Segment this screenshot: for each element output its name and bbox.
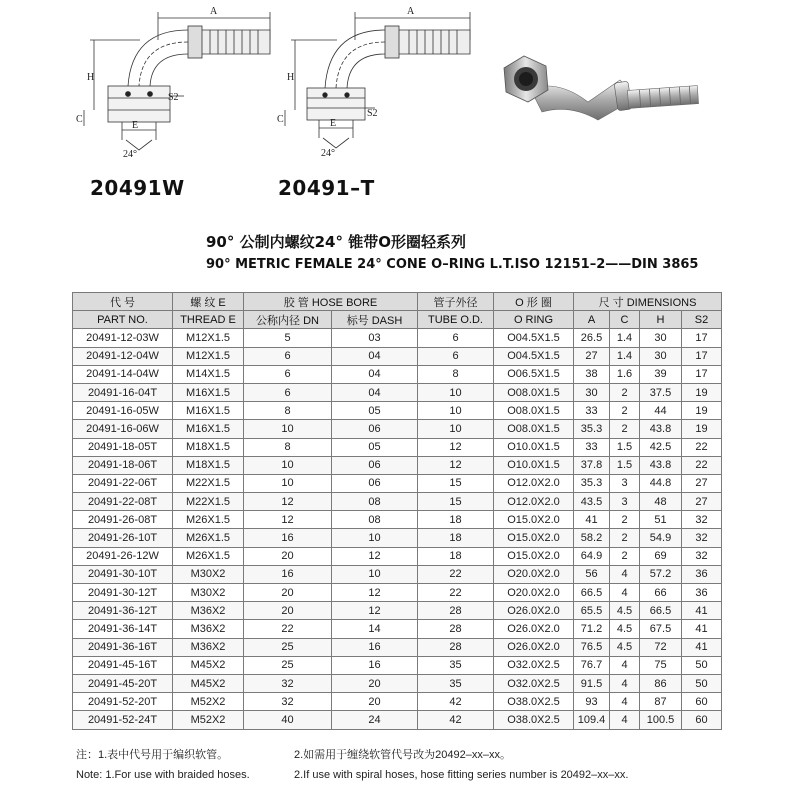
a-cell: 41 [574, 511, 610, 529]
note-cn-1: 注：1.表中代号用于编织软管。 [76, 749, 229, 761]
thread-cell: M12X1.5 [173, 347, 244, 365]
h-cell: 87 [640, 693, 682, 711]
a-cell: 27 [574, 347, 610, 365]
part-no-cell: 20491-36-16T [73, 638, 173, 656]
s2-cell: 41 [682, 638, 722, 656]
tube-od-cell: 10 [418, 402, 494, 420]
c-cell: 1.6 [610, 365, 640, 383]
table-row [73, 347, 722, 365]
tube-od-cell: 35 [418, 656, 494, 674]
header-dash: 标号 DASH [332, 311, 418, 329]
part-no-cell: 20491-14-04W [73, 365, 173, 383]
s2-cell: 17 [682, 329, 722, 347]
table-row [73, 602, 722, 620]
part-no-cell: 20491-16-04T [73, 383, 173, 401]
dim-s2-label: S2 [367, 108, 378, 119]
c-cell: 4.5 [610, 602, 640, 620]
a-cell: 93 [574, 693, 610, 711]
thread-cell: M16X1.5 [173, 420, 244, 438]
a-cell: 65.5 [574, 602, 610, 620]
c-cell: 1.5 [610, 456, 640, 474]
h-cell: 86 [640, 674, 682, 692]
a-cell: 38 [574, 365, 610, 383]
dash-cell: 08 [332, 493, 418, 511]
a-cell: 109.4 [574, 711, 610, 729]
dn-cell: 20 [244, 547, 332, 565]
thread-cell: M26X1.5 [173, 511, 244, 529]
dn-cell: 32 [244, 674, 332, 692]
dash-cell: 06 [332, 420, 418, 438]
h-cell: 69 [640, 547, 682, 565]
a-cell: 76.5 [574, 638, 610, 656]
dn-cell: 16 [244, 529, 332, 547]
h-cell: 30 [640, 329, 682, 347]
header-a: A [574, 311, 610, 329]
model-label-20491w: 20491W [90, 176, 185, 200]
part-no-cell: 20491-30-12T [73, 584, 173, 602]
h-cell: 39 [640, 365, 682, 383]
part-no-cell: 20491-26-10T [73, 529, 173, 547]
dash-cell: 05 [332, 438, 418, 456]
angle-label: 24° [321, 148, 335, 159]
dn-cell: 10 [244, 456, 332, 474]
s2-cell: 32 [682, 529, 722, 547]
tube-od-cell: 15 [418, 474, 494, 492]
header-thread-e: THREAD E [173, 311, 244, 329]
table-row [73, 711, 722, 729]
dash-cell: 16 [332, 656, 418, 674]
table-row [73, 529, 722, 547]
h-cell: 48 [640, 493, 682, 511]
table-row [73, 511, 722, 529]
h-cell: 100.5 [640, 711, 682, 729]
tube-od-cell: 18 [418, 511, 494, 529]
tube-od-cell: 35 [418, 674, 494, 692]
header-tube-od-en: TUBE O.D. [418, 311, 494, 329]
tube-od-cell: 28 [418, 620, 494, 638]
dn-cell: 25 [244, 638, 332, 656]
h-cell: 43.8 [640, 420, 682, 438]
s2-cell: 50 [682, 674, 722, 692]
dim-a-label: A [407, 6, 415, 17]
part-no-cell: 20491-45-16T [73, 656, 173, 674]
thread-cell: M22X1.5 [173, 493, 244, 511]
s2-cell: 27 [682, 474, 722, 492]
thread-cell: M16X1.5 [173, 383, 244, 401]
h-cell: 51 [640, 511, 682, 529]
header-thread: 螺 纹 E [173, 293, 244, 311]
c-cell: 2 [610, 547, 640, 565]
dash-cell: 24 [332, 711, 418, 729]
dash-cell: 12 [332, 547, 418, 565]
oring-cell: O38.0X2.5 [494, 711, 574, 729]
c-cell: 2 [610, 529, 640, 547]
tube-od-cell: 28 [418, 602, 494, 620]
table-row [73, 493, 722, 511]
dash-cell: 16 [332, 638, 418, 656]
a-cell: 26.5 [574, 329, 610, 347]
dim-c-label: C [76, 114, 83, 125]
oring-cell: O20.0X2.0 [494, 584, 574, 602]
dash-cell: 10 [332, 565, 418, 583]
c-cell: 2 [610, 420, 640, 438]
thread-cell: M52X2 [173, 711, 244, 729]
s2-cell: 32 [682, 511, 722, 529]
dn-cell: 22 [244, 620, 332, 638]
dn-cell: 20 [244, 602, 332, 620]
s2-cell: 17 [682, 347, 722, 365]
tube-od-cell: 18 [418, 529, 494, 547]
table-row [73, 693, 722, 711]
table-row [73, 402, 722, 420]
part-no-cell: 20491-18-05T [73, 438, 173, 456]
thread-cell: M45X2 [173, 674, 244, 692]
table-row [73, 365, 722, 383]
header-tube-od: 管子外径 [418, 293, 494, 311]
part-no-cell: 20491-30-10T [73, 565, 173, 583]
oring-cell: O15.0X2.0 [494, 511, 574, 529]
table-row [73, 547, 722, 565]
part-no-cell: 20491-16-05W [73, 402, 173, 420]
c-cell: 3 [610, 474, 640, 492]
dash-cell: 20 [332, 674, 418, 692]
thread-cell: M18X1.5 [173, 456, 244, 474]
oring-cell: O32.0X2.5 [494, 656, 574, 674]
c-cell: 2 [610, 383, 640, 401]
c-cell: 2 [610, 511, 640, 529]
part-no-cell: 20491-18-06T [73, 456, 173, 474]
part-no-cell: 20491-22-08T [73, 493, 173, 511]
tube-od-cell: 6 [418, 329, 494, 347]
h-cell: 66.5 [640, 602, 682, 620]
part-no-cell: 20491-52-20T [73, 693, 173, 711]
title-english: 90° METRIC FEMALE 24° CONE O–RING L.T.ISO 12151–2——DIN 3865 [206, 257, 699, 272]
dim-e-label: E [132, 120, 139, 131]
dash-cell: 03 [332, 329, 418, 347]
thread-cell: M36X2 [173, 620, 244, 638]
header-hose-bore: 胶 管 HOSE BORE [244, 293, 418, 311]
thread-cell: M36X2 [173, 602, 244, 620]
h-cell: 66 [640, 584, 682, 602]
c-cell: 2 [610, 402, 640, 420]
s2-cell: 50 [682, 656, 722, 674]
oring-cell: O08.0X1.5 [494, 383, 574, 401]
model-label-20491t: 20491–T [278, 176, 375, 200]
oring-cell: O04.5X1.5 [494, 329, 574, 347]
fitting-photo [490, 40, 710, 160]
dim-h-label: H [287, 72, 295, 83]
oring-cell: O20.0X2.0 [494, 565, 574, 583]
tube-od-cell: 42 [418, 711, 494, 729]
thread-cell: M36X2 [173, 638, 244, 656]
dash-cell: 04 [332, 383, 418, 401]
oring-cell: O26.0X2.0 [494, 620, 574, 638]
oring-cell: O06.5X1.5 [494, 365, 574, 383]
header-oring-en: O RING [494, 311, 574, 329]
part-no-cell: 20491-12-04W [73, 347, 173, 365]
tube-od-cell: 18 [418, 547, 494, 565]
table-row [73, 474, 722, 492]
dn-cell: 12 [244, 511, 332, 529]
oring-cell: O26.0X2.0 [494, 638, 574, 656]
dash-cell: 06 [332, 474, 418, 492]
part-no-cell: 20491-26-12W [73, 547, 173, 565]
a-cell: 76.7 [574, 656, 610, 674]
s2-cell: 60 [682, 693, 722, 711]
c-cell: 4 [610, 656, 640, 674]
a-cell: 37.8 [574, 456, 610, 474]
thread-cell: M26X1.5 [173, 547, 244, 565]
thread-cell: M14X1.5 [173, 365, 244, 383]
c-cell: 3 [610, 493, 640, 511]
oring-cell: O38.0X2.5 [494, 693, 574, 711]
dn-cell: 32 [244, 693, 332, 711]
table-row [73, 456, 722, 474]
tube-od-cell: 22 [418, 584, 494, 602]
oring-cell: O08.0X1.5 [494, 420, 574, 438]
dn-cell: 8 [244, 438, 332, 456]
oring-cell: O15.0X2.0 [494, 529, 574, 547]
h-cell: 72 [640, 638, 682, 656]
angle-label: 24° [123, 149, 137, 160]
thread-cell: M45X2 [173, 656, 244, 674]
oring-cell: O10.0X1.5 [494, 456, 574, 474]
dash-cell: 06 [332, 456, 418, 474]
dn-cell: 6 [244, 347, 332, 365]
a-cell: 64.9 [574, 547, 610, 565]
dn-cell: 25 [244, 656, 332, 674]
part-no-cell: 20491-52-24T [73, 711, 173, 729]
tube-od-cell: 22 [418, 565, 494, 583]
tube-od-cell: 10 [418, 420, 494, 438]
s2-cell: 60 [682, 711, 722, 729]
tube-od-cell: 28 [418, 638, 494, 656]
tube-od-cell: 42 [418, 693, 494, 711]
note-en-1: Note: 1.For use with braided hoses. [76, 769, 250, 781]
s2-cell: 41 [682, 602, 722, 620]
c-cell: 4 [610, 693, 640, 711]
c-cell: 1.4 [610, 347, 640, 365]
dim-s2-label: S2 [168, 92, 179, 103]
thread-cell: M30X2 [173, 584, 244, 602]
table-row [73, 584, 722, 602]
part-no-cell: 20491-22-06T [73, 474, 173, 492]
header-c: C [610, 311, 640, 329]
part-no-cell: 20491-45-20T [73, 674, 173, 692]
dn-cell: 6 [244, 365, 332, 383]
dim-c-label: C [277, 114, 284, 125]
s2-cell: 27 [682, 493, 722, 511]
dn-cell: 10 [244, 420, 332, 438]
table-row [73, 565, 722, 583]
part-no-cell: 20491-12-03W [73, 329, 173, 347]
dash-cell: 10 [332, 529, 418, 547]
s2-cell: 19 [682, 420, 722, 438]
c-cell: 4 [610, 584, 640, 602]
dash-cell: 04 [332, 365, 418, 383]
table-row [73, 420, 722, 438]
table-row [73, 674, 722, 692]
part-no-cell: 20491-16-06W [73, 420, 173, 438]
dim-a-label: A [210, 6, 218, 17]
c-cell: 1.4 [610, 329, 640, 347]
h-cell: 44 [640, 402, 682, 420]
a-cell: 35.3 [574, 420, 610, 438]
s2-cell: 19 [682, 383, 722, 401]
dash-cell: 05 [332, 402, 418, 420]
dn-cell: 8 [244, 402, 332, 420]
dn-cell: 20 [244, 584, 332, 602]
a-cell: 30 [574, 383, 610, 401]
fitting-drawing-20491t [275, 0, 480, 160]
oring-cell: O26.0X2.0 [494, 602, 574, 620]
table-header-row-en [73, 311, 722, 329]
h-cell: 42.5 [640, 438, 682, 456]
header-part-no: PART NO. [73, 311, 173, 329]
dim-e-label: E [330, 118, 337, 129]
s2-cell: 36 [682, 565, 722, 583]
part-no-cell: 20491-26-08T [73, 511, 173, 529]
table-row [73, 638, 722, 656]
h-cell: 30 [640, 347, 682, 365]
header-oring: O 形 圈 [494, 293, 574, 311]
a-cell: 56 [574, 565, 610, 583]
a-cell: 71.2 [574, 620, 610, 638]
table-header-row-cn [73, 293, 722, 311]
table-row [73, 383, 722, 401]
dn-cell: 6 [244, 383, 332, 401]
s2-cell: 22 [682, 456, 722, 474]
notes [76, 745, 716, 785]
dash-cell: 14 [332, 620, 418, 638]
h-cell: 54.9 [640, 529, 682, 547]
oring-cell: O10.0X1.5 [494, 438, 574, 456]
c-cell: 4.5 [610, 638, 640, 656]
dash-cell: 12 [332, 602, 418, 620]
h-cell: 37.5 [640, 383, 682, 401]
tube-od-cell: 12 [418, 438, 494, 456]
tube-od-cell: 15 [418, 493, 494, 511]
thread-cell: M16X1.5 [173, 402, 244, 420]
a-cell: 33 [574, 402, 610, 420]
note-en-2: 2.If use with spiral hoses, hose fitting series number is 20492–xx–xx. [294, 769, 629, 781]
tube-od-cell: 6 [418, 347, 494, 365]
a-cell: 43.5 [574, 493, 610, 511]
dim-h-label: H [87, 72, 95, 83]
table-row [73, 620, 722, 638]
c-cell: 4.5 [610, 620, 640, 638]
s2-cell: 36 [682, 584, 722, 602]
s2-cell: 17 [682, 365, 722, 383]
dash-cell: 04 [332, 347, 418, 365]
dn-cell: 5 [244, 329, 332, 347]
dash-cell: 12 [332, 584, 418, 602]
thread-cell: M22X1.5 [173, 474, 244, 492]
dn-cell: 12 [244, 493, 332, 511]
tube-od-cell: 10 [418, 383, 494, 401]
a-cell: 66.5 [574, 584, 610, 602]
h-cell: 57.2 [640, 565, 682, 583]
note-cn-2: 2.如需用于缠绕软管代号改为20492–xx–xx。 [294, 749, 511, 761]
header-dimensions: 尺 寸 DIMENSIONS [574, 293, 722, 311]
h-cell: 67.5 [640, 620, 682, 638]
header-s2: S2 [682, 311, 722, 329]
dimensions-table [72, 292, 722, 730]
dn-cell: 16 [244, 565, 332, 583]
dash-cell: 20 [332, 693, 418, 711]
oring-cell: O04.5X1.5 [494, 347, 574, 365]
c-cell: 4 [610, 711, 640, 729]
oring-cell: O15.0X2.0 [494, 547, 574, 565]
title-chinese: 90° 公制内螺纹24° 锥带O形圈轻系列 [206, 233, 466, 251]
thread-cell: M30X2 [173, 565, 244, 583]
dn-cell: 10 [244, 474, 332, 492]
h-cell: 75 [640, 656, 682, 674]
fitting-drawing-20491w [70, 0, 275, 160]
header-h: H [640, 311, 682, 329]
table-body [73, 329, 722, 729]
s2-cell: 32 [682, 547, 722, 565]
oring-cell: O08.0X1.5 [494, 402, 574, 420]
oring-cell: O32.0X2.5 [494, 674, 574, 692]
header-code: 代 号 [73, 293, 173, 311]
thread-cell: M18X1.5 [173, 438, 244, 456]
h-cell: 44.8 [640, 474, 682, 492]
a-cell: 58.2 [574, 529, 610, 547]
a-cell: 33 [574, 438, 610, 456]
s2-cell: 41 [682, 620, 722, 638]
c-cell: 1.5 [610, 438, 640, 456]
table-row [73, 656, 722, 674]
thread-cell: M52X2 [173, 693, 244, 711]
thread-cell: M26X1.5 [173, 529, 244, 547]
c-cell: 4 [610, 565, 640, 583]
table-row [73, 438, 722, 456]
c-cell: 4 [610, 674, 640, 692]
table-row [73, 329, 722, 347]
s2-cell: 22 [682, 438, 722, 456]
tube-od-cell: 12 [418, 456, 494, 474]
part-no-cell: 20491-36-14T [73, 620, 173, 638]
h-cell: 43.8 [640, 456, 682, 474]
tube-od-cell: 8 [418, 365, 494, 383]
header-dn: 公称内径 DN [244, 311, 332, 329]
dn-cell: 40 [244, 711, 332, 729]
a-cell: 91.5 [574, 674, 610, 692]
dash-cell: 08 [332, 511, 418, 529]
thread-cell: M12X1.5 [173, 329, 244, 347]
s2-cell: 19 [682, 402, 722, 420]
oring-cell: O12.0X2.0 [494, 493, 574, 511]
part-no-cell: 20491-36-12T [73, 602, 173, 620]
a-cell: 35.3 [574, 474, 610, 492]
oring-cell: O12.0X2.0 [494, 474, 574, 492]
